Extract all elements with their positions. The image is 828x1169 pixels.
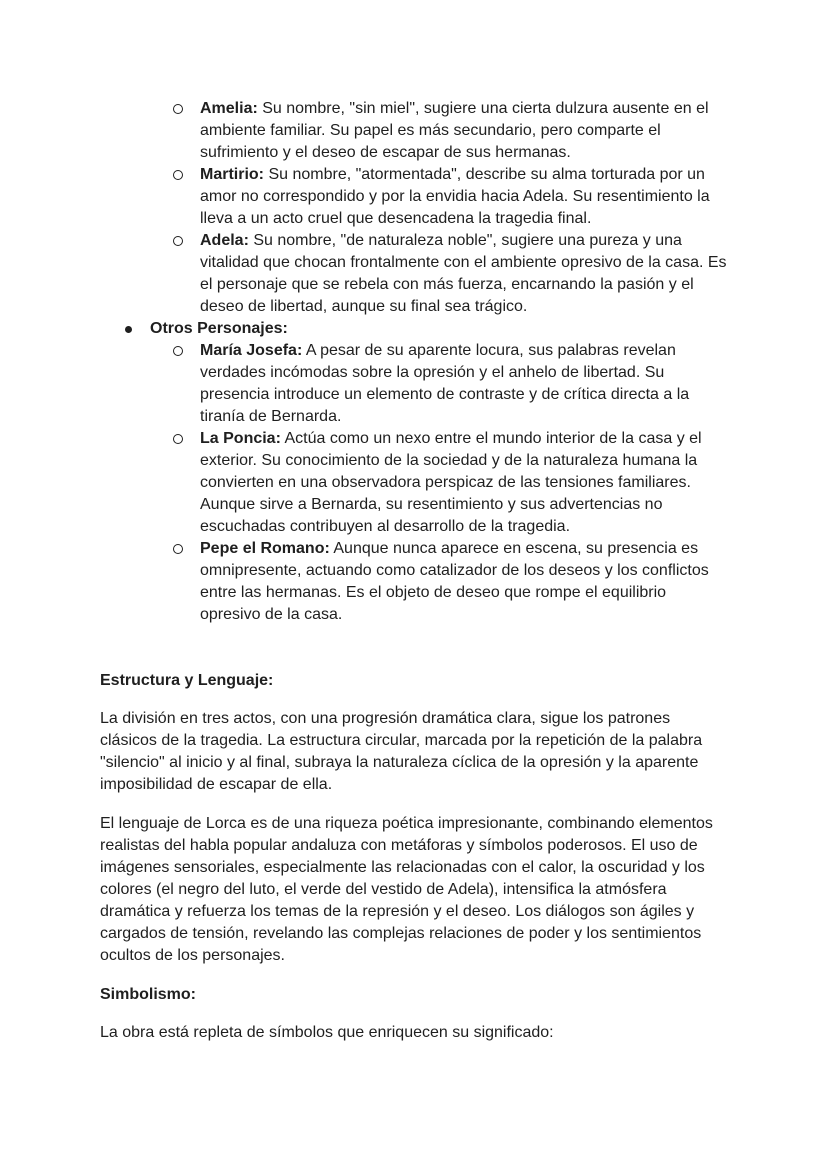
list-bullet-filled xyxy=(125,326,132,333)
structure-paragraph: La división en tres actos, con una progresión dramática clara, sigue los patrones clásicos de la tragedia. La estructura circular, marcada por la repetición de la palabra "silencio" al inicio y al final, subraya la naturaleza cíclica de la opresión y la aparente imposibilidad de escapar de ella. xyxy=(100,710,703,793)
list-bullet-hollow xyxy=(173,104,183,114)
character-name: María Josefa: xyxy=(200,342,303,359)
list-bullet-hollow xyxy=(173,170,183,180)
character-description: Actúa como un nexo entre el mundo interior de la casa y el exterior. Su conocimiento de la sociedad y de la naturaleza humana la convierten en una observadora perspicaz de las tensiones familiares. Aunque sirve a Bernarda, su resentimiento y sus advertencias no escuchadas contribuyen al desarrollo de la tragedia. xyxy=(200,430,702,535)
character-item-maria-josefa xyxy=(200,340,730,428)
character-name: Pepe el Romano: xyxy=(200,540,330,557)
list-bullet-hollow xyxy=(173,544,183,554)
character-item-amelia xyxy=(200,98,730,164)
character-description: Su nombre, "atormentada", describe su alma torturada por un amor no correspondido y por la envidia hacia Adela. Su resentimiento la lleva a un acto cruel que desencadena la tragedia final. xyxy=(200,166,710,227)
character-name: Amelia: xyxy=(200,100,258,117)
character-name: Martirio: xyxy=(200,166,264,183)
character-description: A pesar de su aparente locura, sus palabras revelan verdades incómodas sobre la opresión y el anhelo de libertad. Su presencia introduce un elemento de contraste y de crítica directa a la tiranía de Bernarda. xyxy=(200,342,690,425)
language-paragraph: El lenguaje de Lorca es de una riqueza poética impresionante, combinando elementos realistas del habla popular andaluza con metáforas y símbolos poderosos. El uso de imágenes sensoriales, especialmente las relacionadas con el calor, la oscuridad y los colores (el negro del luto, el verde del vestido de Adela), intensifica la atmósfera dramática y refuerza los temas de la represión y el deseo. Los diálogos son ágiles y cargados de tensión, revelando las complejas relaciones de poder y los sentimientos ocultos de los personajes. xyxy=(100,815,713,964)
character-description: Su nombre, "de naturaleza noble", sugiere una pureza y una vitalidad que chocan frontalmente con el ambiente opresivo de la casa. Es el personaje que se rebela con más fuerza, encarnando la pasión y el deseo de libertad, aunque su final sea trágico. xyxy=(200,232,727,315)
list-bullet-hollow xyxy=(173,434,183,444)
character-item-adela xyxy=(200,230,730,318)
list-bullet-hollow xyxy=(173,346,183,356)
character-description: Aunque nunca aparece en escena, su presencia es omnipresente, actuando como catalizador de los deseos y los conflictos entre las hermanas. Es el objeto de deseo que rompe el equilibrio opresivo de la casa. xyxy=(200,540,709,623)
section-heading-structure: Estructura y Lenguaje: xyxy=(100,672,274,689)
character-name: Adela: xyxy=(200,232,249,249)
list-bullet-hollow xyxy=(173,236,183,246)
section-heading-symbolism: Simbolismo: xyxy=(100,986,197,1003)
character-item-pepe-el-romano xyxy=(200,538,730,626)
character-item-la-poncia xyxy=(200,428,730,538)
character-description: Su nombre, "sin miel", sugiere una cierta dulzura ausente en el ambiente familiar. Su papel es más secundario, pero comparte el sufrimiento y el deseo de escapar de sus hermanas. xyxy=(200,100,709,161)
character-name: La Poncia: xyxy=(200,430,281,447)
symbolism-intro: La obra está repleta de símbolos que enriquecen su significado: xyxy=(100,1024,554,1041)
character-item-martirio xyxy=(200,164,730,230)
others-label: Otros Personajes: xyxy=(150,320,288,337)
